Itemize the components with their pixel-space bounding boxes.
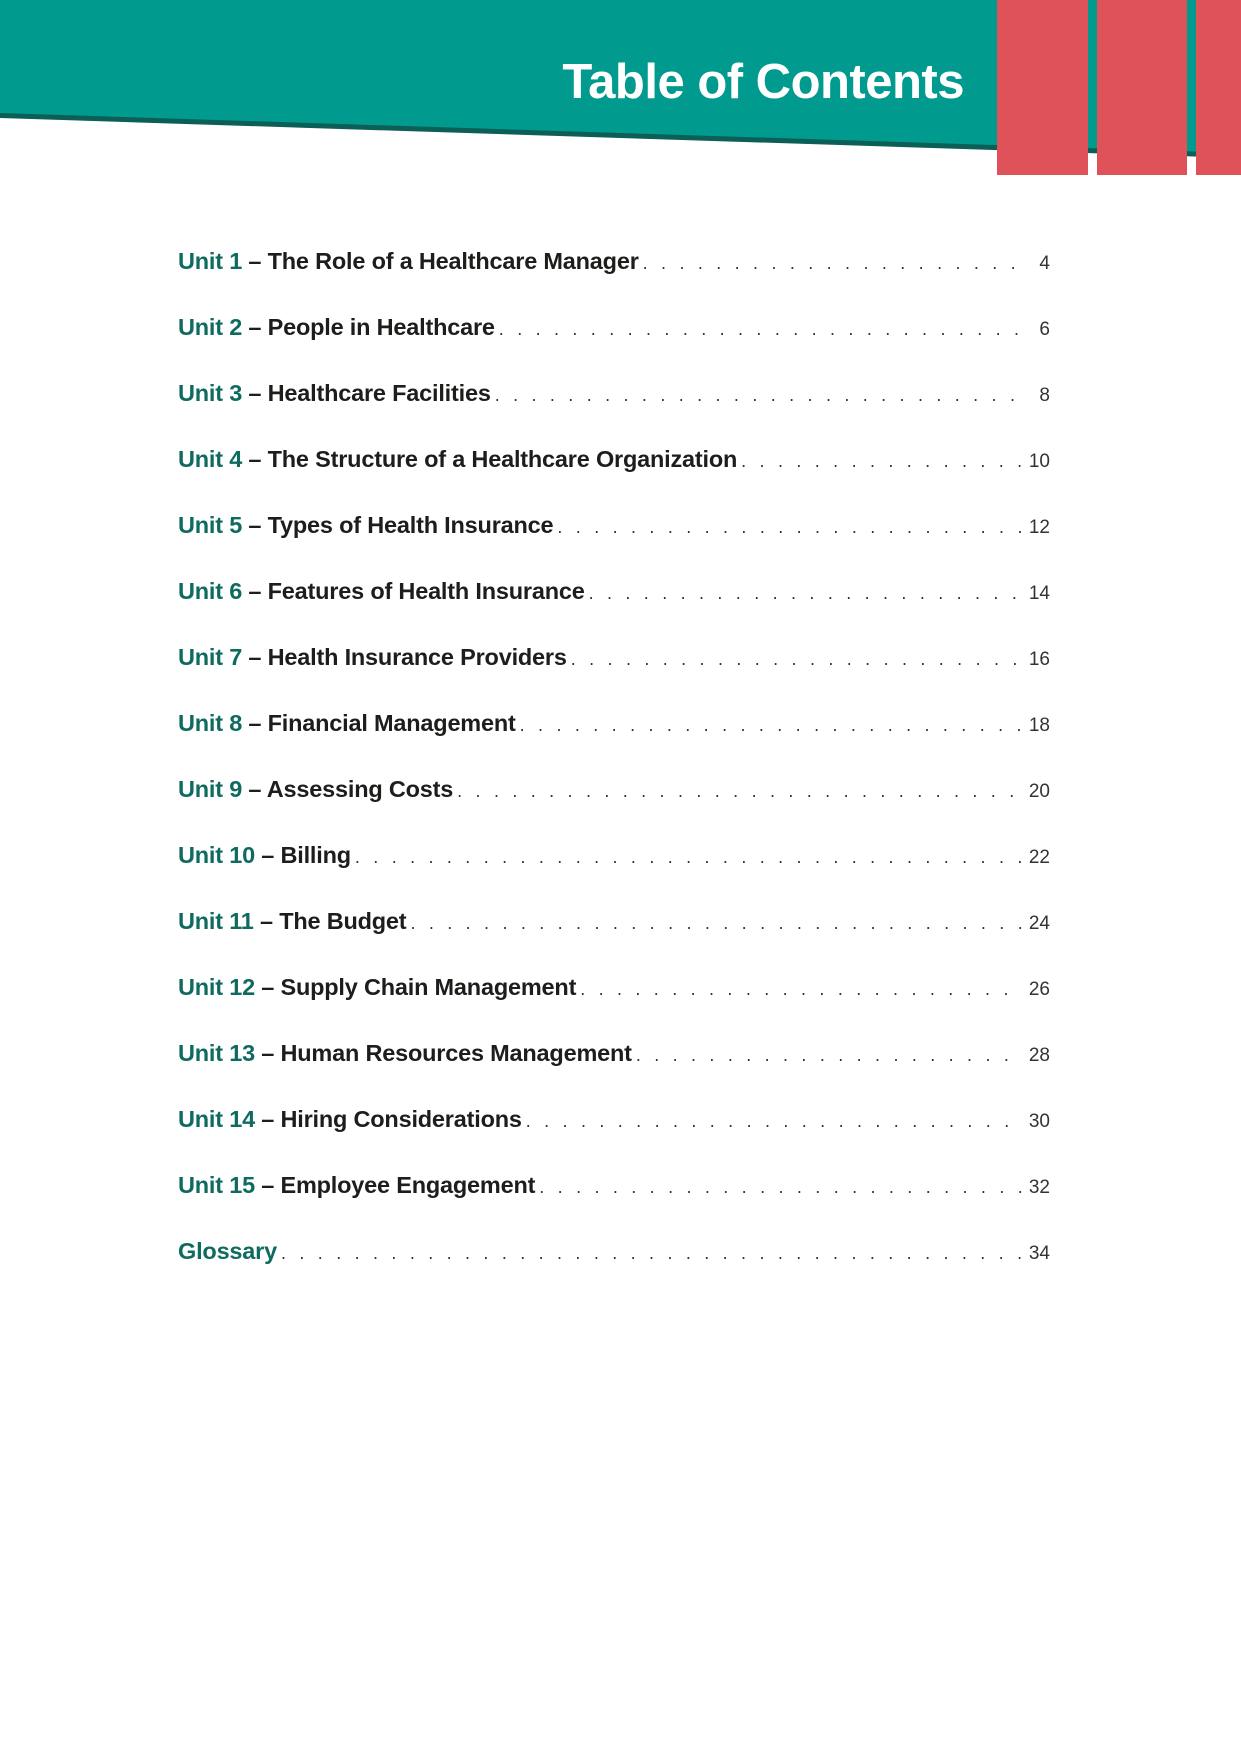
table-of-contents — [178, 246, 1050, 1302]
toc-entry[interactable] — [178, 906, 1050, 972]
page-number: 26 — [1028, 979, 1050, 1000]
unit-title: The Budget — [279, 908, 407, 934]
glossary-label: Glossary — [178, 1238, 277, 1264]
page-number: 30 — [1028, 1111, 1050, 1132]
unit-label: Unit 7 — [178, 644, 243, 670]
title-separator: – — [253, 908, 280, 934]
page-number: 16 — [1028, 649, 1050, 670]
unit-title: Supply Chain Management — [280, 974, 577, 1000]
unit-label: Unit 12 — [178, 974, 255, 1000]
toc-entry[interactable] — [178, 642, 1050, 708]
toc-entry-title — [178, 312, 495, 342]
page-number: 10 — [1028, 451, 1050, 472]
unit-label: Unit 14 — [178, 1106, 255, 1132]
dot-leader — [520, 710, 1022, 740]
toc-entry-title — [178, 642, 567, 672]
toc-entry[interactable] — [178, 708, 1050, 774]
title-separator: – — [242, 644, 268, 670]
toc-entry[interactable] — [178, 510, 1050, 576]
toc-entry-title — [178, 906, 406, 936]
toc-entry[interactable] — [178, 972, 1050, 1038]
title-separator: – — [242, 248, 268, 274]
coral-stripe-2 — [1097, 0, 1187, 175]
toc-entry-title — [178, 246, 639, 276]
unit-title: Health Insurance Providers — [267, 644, 567, 670]
toc-entry-title — [178, 1236, 277, 1266]
unit-label: Unit 1 — [178, 248, 243, 274]
toc-entry-title — [178, 1170, 535, 1200]
title-separator: – — [242, 776, 267, 802]
unit-title: Financial Management — [267, 710, 516, 736]
dot-leader — [580, 974, 1022, 1004]
page-number: 4 — [1039, 253, 1050, 274]
unit-label: Unit 11 — [178, 908, 254, 934]
unit-title: Types of Health Insurance — [267, 512, 554, 538]
unit-title: Healthcare Facilities — [267, 380, 491, 406]
page-number: 12 — [1028, 517, 1050, 538]
title-separator: – — [242, 380, 268, 406]
dot-leader — [495, 380, 1022, 410]
title-separator: – — [242, 710, 268, 736]
toc-entry-title — [178, 1104, 522, 1134]
toc-entry[interactable] — [178, 378, 1050, 444]
title-separator: – — [242, 512, 268, 538]
toc-entry-title — [178, 378, 491, 408]
page-number: 34 — [1028, 1243, 1050, 1264]
dot-leader — [281, 1238, 1022, 1268]
unit-title: The Role of a Healthcare Manager — [267, 248, 639, 274]
unit-title: Human Resources Management — [280, 1040, 632, 1066]
dot-leader — [355, 842, 1022, 872]
unit-label: Unit 4 — [178, 446, 243, 472]
dot-leader — [741, 446, 1022, 476]
coral-stripe-1 — [997, 0, 1088, 175]
dot-leader — [410, 908, 1022, 938]
unit-title: Billing — [280, 842, 351, 868]
toc-entry[interactable] — [178, 246, 1050, 312]
toc-entry-title — [178, 774, 453, 804]
unit-title: Employee Engagement — [280, 1172, 536, 1198]
dot-leader — [457, 776, 1022, 806]
page-number: 8 — [1039, 385, 1050, 406]
page-number: 14 — [1028, 583, 1050, 604]
title-separator: – — [254, 1106, 281, 1132]
toc-entry[interactable] — [178, 444, 1050, 510]
toc-entry[interactable] — [178, 840, 1050, 906]
dot-leader — [539, 1172, 1022, 1202]
title-separator: – — [254, 1172, 281, 1198]
toc-entry-title — [178, 840, 351, 870]
unit-label: Unit 2 — [178, 314, 243, 340]
toc-entry[interactable] — [178, 576, 1050, 642]
toc-entry[interactable] — [178, 1170, 1050, 1236]
title-separator: – — [242, 446, 268, 472]
toc-entry[interactable] — [178, 774, 1050, 840]
toc-entry[interactable] — [178, 312, 1050, 378]
dot-leader — [499, 314, 1022, 344]
unit-title: The Structure of a Healthcare Organization — [267, 446, 738, 472]
title-separator: – — [242, 578, 268, 604]
page-number: 18 — [1028, 715, 1050, 736]
dot-leader — [589, 578, 1022, 608]
title-separator: – — [242, 314, 268, 340]
unit-label: Unit 10 — [178, 842, 255, 868]
dot-leader — [636, 1040, 1022, 1070]
page-number: 32 — [1028, 1177, 1050, 1198]
title-separator: – — [254, 842, 281, 868]
title-separator: – — [254, 1040, 281, 1066]
page-number: 22 — [1028, 847, 1050, 868]
unit-label: Unit 15 — [178, 1172, 255, 1198]
toc-entry-title — [178, 1038, 632, 1068]
toc-entry[interactable] — [178, 1104, 1050, 1170]
toc-entry-title — [178, 444, 737, 474]
unit-label: Unit 8 — [178, 710, 243, 736]
title-separator: – — [254, 974, 281, 1000]
toc-entry-title — [178, 576, 585, 606]
toc-entry-title — [178, 708, 516, 738]
dot-leader — [526, 1106, 1022, 1136]
page-title: Table of Contents — [562, 55, 964, 109]
toc-entry-title — [178, 510, 553, 540]
dot-leader — [557, 512, 1022, 542]
unit-label: Unit 5 — [178, 512, 243, 538]
toc-entry[interactable] — [178, 1038, 1050, 1104]
page-number: 20 — [1028, 781, 1050, 802]
unit-label: Unit 3 — [178, 380, 243, 406]
page-number: 24 — [1028, 913, 1050, 934]
toc-entry-glossary[interactable] — [178, 1236, 1050, 1302]
coral-stripe-3 — [1196, 0, 1241, 175]
unit-label: Unit 9 — [178, 776, 243, 802]
dot-leader — [571, 644, 1022, 674]
unit-title: Assessing Costs — [266, 776, 454, 802]
unit-label: Unit 13 — [178, 1040, 255, 1066]
page-number: 6 — [1039, 319, 1050, 340]
unit-title: Hiring Considerations — [280, 1106, 522, 1132]
dot-leader — [643, 248, 1022, 278]
unit-label: Unit 6 — [178, 578, 243, 604]
unit-title: People in Healthcare — [267, 314, 495, 340]
toc-entry-title — [178, 972, 576, 1002]
unit-title: Features of Health Insurance — [267, 578, 585, 604]
page-number: 28 — [1028, 1045, 1050, 1066]
